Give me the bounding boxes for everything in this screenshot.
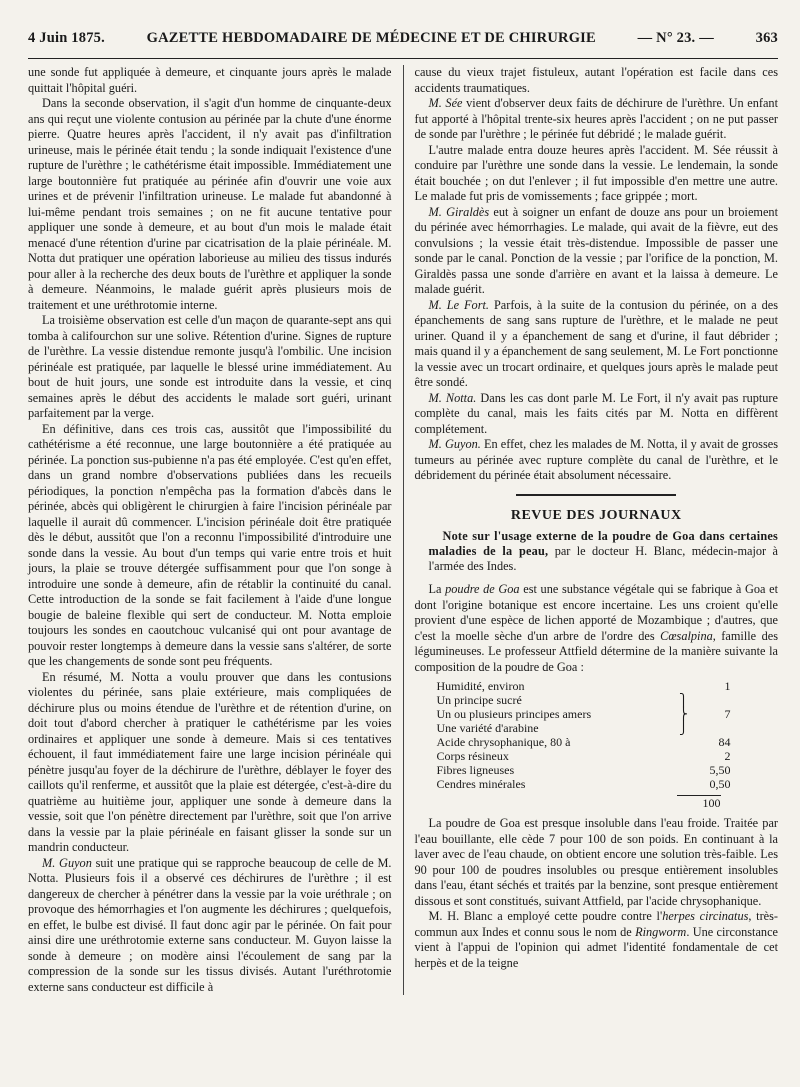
journal-title: GAZETTE HEBDOMADAIRE DE MÉDECINE ET DE CHIRURGIE — [146, 30, 596, 46]
paragraph: En définitive, dans ces trois cas, aussitôt que l'impossibilité du cathétérisme a été reconnue, une large boutonnière a été pratiquée au périnée. La ponction sus-pubienne n'a pas été employée. C'est qu'en effet, dans un grand nombre d'observations publiées dans les recueils périodiques, la ponction n'empêcha pas la formation d'abcès dans le périnée, abcès qui obligèrent le chirurgien à faire l'incision périnéale par laquelle il aurait dû commencer. L'incision périnéale doit être pratiquée dès le début, aussitôt que l'on a reconnu l'impossibilité d'introduire une sonde dans la vessie. Au bout d'un temps qui varie entre trois et huit jours, la plaie se trouve détergée suffisamment pour que l'on songe à introduire une sonde à demeure, afin de rétablir la continuité du canal. Cette introduction de la sonde se fait facilement à l'aide d'une longue bougie de baleine flexible qui sert de conducteur. M. Notta emploie toujours les sondes en caoutchouc vulcanisé qui ont pour avantage de pouvoir rester longtemps à demeure dans la vessie sans s'altérer, de sorte que les changements de sonde sont peu fréquents. — [28, 421, 392, 668]
paragraph: En résumé, M. Notta a voulu prouver que dans les contusions violentes du périnée, sans plaie extérieure, mais compliquées de déchirure plus ou moins étendue de l'urèthre et de rétention d'urine, on doit tout d'abord chercher à pratiquer le cathétérisme par les voies ordinaires et appliquer une sonde à demeure. Mais si ces tentatives échouent, il faut immédiatement faire une large incision périnéale qui pénètre jusqu'au foyer de la déchirure de l'urèthre, déblayer le foyer des caillots qu'il renferme, et aussitôt que la plaie est détergée, c'est-à-dire du quatrième au huitième jour, appliquer une sonde à demeure dans la vessie, soit que l'on pénètre directement par l'urèthre, soit que l'on arrive dans la vessie par la plaie périnéale en faisant glisser la sonde sur un mandrin conducteur. — [28, 669, 392, 854]
two-column-body — [28, 65, 778, 995]
paragraph: M. Guyon. En effet, chez les malades de M. Notta, il y avait de grosses tumeurs au périnée avec rupture complète du canal de l'urèthre, et le débridement du périnée était absolument nécessaire. — [414, 437, 778, 482]
paragraph: La troisième observation est celle d'un maçon de quarante-sept ans qui tomba à califourchon sur une solive. Rétention d'urine. Signes de rupture de l'urèthre. La vessie distendue remonte jusqu'à l'ombilic. Une incision périnéale est pratiquée, par laquelle le blessé urine immédiatement. Au bout de huit jours, une sonde est introduite dans la vessie, et cinq semaines après le début des accidents le malade sort guéri, urinant parfaitement par la verge. — [28, 313, 392, 420]
header-rule — [28, 58, 778, 59]
composition-total: 100 — [677, 795, 721, 810]
paragraph: une sonde fut appliquée à demeure, et cinquante jours après le malade quittait l'hôpital guéri. — [28, 65, 392, 95]
paragraph: Dans la seconde observation, il s'agit d'un homme de cinquante-deux ans qui reçut une violente contusion au périnée par la chute d'une énorme pierre. Quatre heures après l'accident, il n'y avait pas d'infiltration urineuse, mais le périnée était tendu ; la sonde indiquait l'existence d'une rupture de l'urèthre ; le cathétérisme était impossible. Immédiatement une large boutonnière fut pratiquée au périnée afin d'ouvrir une voie aux urines et de prévenir l'infiltration urineuse. Le malade fut abandonné à lui-même pendant trois semaines ; on ne fit aucune tentative pour appliquer une sonde à demeure, et au bout d'un mois le malade était menacé d'une rétention d'urine par cicatrisation de la plaie périnéale. M. Notta dut pratiquer une opération laborieuse au milieu des tissus indurés pour aller à la recherche des deux bouts de l'urèthre et appliquer la sonde à demeure. Néanmoins, le malade guérit après plusieurs mois de traitement et une uréthrotomie interne. — [28, 96, 392, 312]
issue-date: 4 Juin 1875. — [28, 30, 105, 46]
issue-number: — N° 23. — — [637, 30, 714, 46]
table-row: Humidité, environ 1 — [436, 679, 731, 693]
paragraph: M. H. Blanc a employé cette poudre contre l'herpes circinatus, très-commun aux Indes et connu sous le nom de Ringworm. Une circonstance vient à l'appui de l'opinion qui admet l'identité fondamentale de cet herpès et de la teigne — [414, 909, 779, 970]
table-row: Cendres minérales 0,50 — [436, 777, 731, 791]
paragraph: cause du vieux trajet fistuleux, autant l'opération est facile dans ces accidents traumatiques. — [414, 65, 778, 95]
paragraph: M. Notta. Dans les cas dont parle M. Le Fort, il n'y avait pas rupture complète du canal, mais les faits cités par M. Notta en diffèrent complétement. — [414, 390, 778, 436]
running-header — [28, 0, 778, 48]
paragraph: L'autre malade entra douze heures après l'accident. M. Sée réussit à conduire par l'urèthre une sonde dans la vessie. Le lendemain, la sonde était bouchée ; on dut l'enlever ; il fut impossible d'en mettre une autre. Le malade fut pris de vomissements ; face grippée ; mort. — [414, 142, 778, 203]
paragraph: La poudre de Goa est une substance végétale qui se fabrique à Goa et dont l'origine botanique est encore incertaine. Les uns croient qu'elle provient d'une espèce de lichen apporté de Mozambique ; d'autres, que c'est la moelle sèche d'un arbre de l'ordre des Cœsalpina, famille des légumineuses. Le professeur Attfield détermine de la manière suivante la composition de la poudre de Goa : — [414, 582, 778, 674]
paragraph: M. Guyon suit une pratique qui se rapproche beaucoup de celle de M. Notta. Plusieurs fois il a observé ces déchirures de l'urèthre ; il est dangereux de chercher à pénétrer dans la vessie par la voie uréthrale ; on provoque des hémorrhagies et l'on augmente les déchirures ; quelquefois, en effet, le bulbe est divisé. Il faut donc agir par le périnée. On fait pour ainsi dire une uréthrotomie externe sans conducteur. M. Guyon laisse la sonde à demeure ; on modère ainsi l'écoulement de sang par la compression de la sonde sur les tissus divisés. Autant l'uréthrotomie externe sans conducteur est difficile à — [28, 855, 392, 994]
paragraph: M. Le Fort. Parfois, à la suite de la contusion du périnée, on a des épanchements de sang sans rupture de l'urèthre, et le malade ne peut uriner. Quand il y a épanchement de sang et d'urine, il faut débrider ; mais quand il y a épanchement de sang seulement, M. Le Fort ponctionne la vessie avec un trocart ordinaire, et quelques jours après le malade peut être sondé. — [414, 297, 779, 389]
paragraph: M. Sée vient d'observer deux faits de déchirure de l'urèthre. Un enfant fut apporté à l'hôpital trente-six heures après l'accident ; on ne put passer de sonde par l'urèthre ; le périnée fut débridé ; le malade guérit. — [414, 96, 778, 141]
article-title: Note sur l'usage externe de la poudre de Goa dans certaines maladies de la peau, par le docteur H. Blanc, médecin-major à l'armée des Indes. — [428, 529, 778, 573]
speaker-name: M. Guyon — [42, 855, 92, 870]
section-separator — [516, 494, 676, 496]
table-row: Corps résineux 2 — [436, 749, 731, 763]
composition-table — [437, 679, 731, 791]
table-row: Un ou plusieurs principes amers ⎬ 7 — [436, 707, 731, 721]
table-row: Acide chrysophanique, 80 à 84 — [436, 735, 731, 749]
paragraph: La poudre de Goa est presque insoluble dans l'eau froide. Traitée par l'eau bouillante, elle cède 7 pour 100 de son poids. En continuant à la laver avec de l'eau chaude, on obtient encore une solution très-faible. Les 90 pour 100 de poudres insolubles ou presque entièrement insolubles dans l'eau, étant séchés et traités par la benzine, sont presque entièrement dissous et sont constitués, suivant Attfield, par l'acide chrysophanique. — [414, 816, 778, 908]
table-row: Un principe sucré ⎫ — [436, 693, 688, 707]
table-row: Fibres ligneuses 5,50 — [436, 763, 731, 777]
table-row: Une variété d'arabine ⎭ — [436, 721, 688, 735]
paragraph: M. Giraldès eut à soigner un enfant de douze ans pour un broiement du périnée avec hémorrhagies. Le malade, qui avait de la fièvre, eut des convulsions ; la vessie était très-distendue. Impossible de passer une sonde par le canal. Ponction de la vessie ; par l'orifice de la ponction, M. Giraldès passa une sonde d'arrière en avant et la laissa à demeure. Le malade guérit. — [414, 204, 778, 296]
page-number: 363 — [755, 30, 778, 46]
right-column — [403, 65, 779, 995]
left-column — [28, 65, 403, 995]
section-title: REVUE DES JOURNAUX — [510, 507, 682, 523]
